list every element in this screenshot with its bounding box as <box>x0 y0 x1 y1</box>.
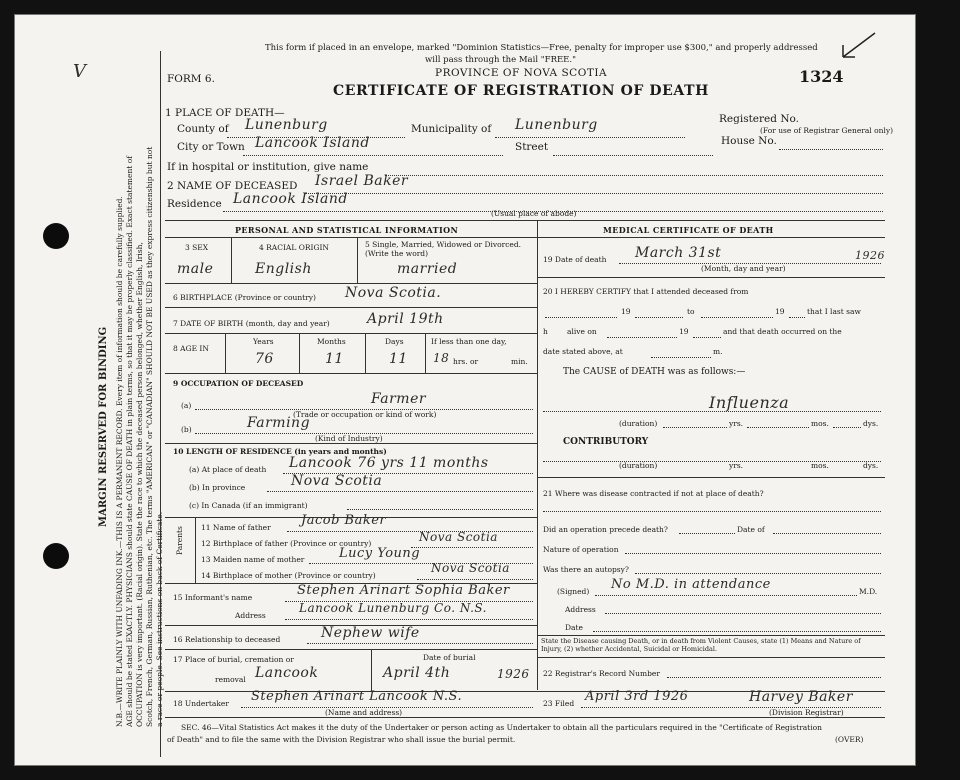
death-certificate <box>14 14 916 766</box>
relationship-label: 16 Relationship to deceased <box>173 635 281 644</box>
hours-value: 18 <box>433 351 450 365</box>
date-of-death-note: (Month, day and year) <box>701 264 786 273</box>
certify-date-stated: date stated above, at <box>543 347 623 356</box>
contrib-mos-label: mos. <box>811 461 829 470</box>
years-label: Years <box>253 337 274 346</box>
division-registrar-note: (Division Registrar) <box>769 708 844 717</box>
margin-heading: MARGIN RESERVED FOR BINDING <box>98 326 109 527</box>
binding-hole-bottom <box>43 543 69 569</box>
father-birthplace-value: Nova Scotia <box>419 530 498 544</box>
date-of-death-value: March 31st <box>635 245 722 261</box>
envelope-note: This form if placed in an envelope, marked "Dominion Statistics—Free, penalty for improper use $300," and properly addressed <box>265 43 818 53</box>
certify-19-b: 19 <box>775 307 785 316</box>
county-label: County of <box>177 123 229 135</box>
filed-label: 23 Filed <box>543 699 575 708</box>
operation-label: Did an operation precede death? <box>543 525 668 534</box>
occupation-b-note: (Kind of Industry) <box>315 434 383 443</box>
certify-line-1: 20 I HEREBY CERTIFY that I attended deceased from <box>543 287 749 296</box>
medical-address-label: Address <box>565 605 596 614</box>
arrow-mark-icon <box>837 29 877 63</box>
occupation-a-value: Farmer <box>371 391 427 407</box>
certify-last-saw: that I last saw <box>807 307 861 316</box>
less-than-day-label: If less than one day, <box>431 337 507 346</box>
certificate-title: CERTIFICATE OF REGISTRATION OF DEATH <box>333 83 709 99</box>
sex-value: male <box>177 261 214 277</box>
informant-address-label: Address <box>235 611 266 620</box>
contributory-label: CONTRIBUTORY <box>563 437 649 447</box>
burial-place-value: Lancook <box>255 665 319 681</box>
months-value: 11 <box>325 351 344 367</box>
mother-birthplace-value: Nova Scotia <box>431 561 510 575</box>
cause-of-death-label: The CAUSE of DEATH was as follows:— <box>563 367 746 377</box>
residence-a-value: Lancook 76 yrs 11 months <box>289 455 489 471</box>
operation-date-label: Date of <box>737 525 765 534</box>
medical-heading: MEDICAL CERTIFICATE OF DEATH <box>603 225 774 235</box>
contrib-yrs-label: yrs. <box>729 461 744 470</box>
informant-name-value: Stephen Arinart Sophia Baker <box>297 583 510 598</box>
months-label: Months <box>317 337 346 346</box>
contrib-duration-label: (duration) <box>619 461 658 470</box>
over-note: (OVER) <box>835 735 864 744</box>
marital-label: 5 Single, Married, Widowed or Divorced. (Write the word) <box>365 240 522 258</box>
mother-name-label: 13 Maiden name of mother <box>201 555 305 564</box>
mother-birthplace-label: 14 Birthplace of mother (Province or country) <box>201 571 376 580</box>
mother-name-value: Lucy Young <box>339 546 421 561</box>
nature-operation-label: Nature of operation <box>543 545 619 554</box>
city-value: Lancook Island <box>255 135 370 151</box>
city-label: City or Town <box>177 141 245 153</box>
certify-19-c: 19 <box>679 327 689 336</box>
name-of-deceased-label: 2 NAME OF DECEASED <box>167 180 298 192</box>
removal-label: removal <box>215 675 246 684</box>
racial-origin-value: English <box>255 261 312 277</box>
residence-c-label: (c) In Canada (if an immigrant) <box>189 501 308 510</box>
date-of-death-year: 1926 <box>855 249 885 262</box>
form-number: FORM 6. <box>167 73 215 85</box>
occupation-b-value: Farming <box>247 415 311 431</box>
residence-label: Residence <box>167 198 222 210</box>
certify-h: h <box>543 327 548 336</box>
dob-value: April 19th <box>367 311 444 327</box>
burial-place-label: 17 Place of burial, cremation or <box>173 655 294 664</box>
father-birthplace-label: 12 Birthplace of father (Province or country) <box>201 539 372 548</box>
registrar-record-label: 22 Registrar's Record Number <box>543 669 660 678</box>
cause-duration-label: (duration) <box>619 419 658 428</box>
occupation-b-label: (b) <box>181 425 192 434</box>
signed-label: (Signed) <box>557 587 590 596</box>
age-label: 8 AGE IN <box>173 344 209 353</box>
certify-to: to <box>687 307 695 316</box>
occupation-a-label: (a) <box>181 401 192 410</box>
residence-value: Lancook Island <box>233 191 348 207</box>
house-no-label: House No. <box>721 135 777 147</box>
parents-label: Parents <box>175 526 184 555</box>
md-label: M.D. <box>859 587 878 596</box>
residence-a-label: (a) At place of death <box>189 465 267 474</box>
personal-info-heading: PERSONAL AND STATISTICAL INFORMATION <box>235 225 459 235</box>
cause-mos-label: mos. <box>811 419 829 428</box>
province-heading: PROVINCE OF NOVA SCOTIA <box>435 67 608 79</box>
occupation-a-note: (Trade or occupation or kind of work) <box>293 410 437 419</box>
margin-rule <box>160 51 161 757</box>
sec46-note-line2: of Death" and to file the same with the Division Registrar who shall issue the burial permit. <box>167 735 516 744</box>
burial-year-value: 1926 <box>497 667 530 681</box>
father-name-label: 11 Name of father <box>201 523 271 532</box>
corner-check-mark: V <box>73 61 87 82</box>
residence-b-label: (b) In province <box>189 483 246 492</box>
certify-death-occurred: and that death occurred on the <box>723 327 842 336</box>
mail-note: will pass through the Mail "FREE." <box>425 55 576 65</box>
certify-19-a: 19 <box>621 307 631 316</box>
county-value: Lunenburg <box>245 117 328 133</box>
occupation-label: 9 OCCUPATION OF DECEASED <box>173 379 304 388</box>
burial-date-label: Date of burial <box>423 653 476 662</box>
undertaker-note: (Name and address) <box>325 708 403 717</box>
burial-date-value: April 4th <box>383 665 451 681</box>
margin-instructions: N.B.—WRITE PLAINLY WITH UNFADING INK.—THIS IS A PERMANENT RECORD. Every item of information should be carefully supplied. AGE should be stated EXACTLY. PHYSICIANS should state CAUSE OF DEATH in plain terms, so that it may be properly classified. Exact statement of OCCUPATION is very important. (Racial origin). State the race to which the deceased person belonged, whether English, Irish, Scotch, French, German, Russian, Ruthenian, etc. The terms "AMERICAN" or "CANADIAN" SHOULD NOT BE USED as they express citizenship but not a race or people. See instructions on back of Certificate. <box>115 146 164 727</box>
municipality-value: Lunenburg <box>515 117 598 133</box>
registered-no-label: Registered No. <box>719 113 799 125</box>
informant-address-value: Lancook Lunenburg Co. N.S. <box>299 601 487 615</box>
father-name-value: Jacob Baker <box>301 513 387 528</box>
name-of-deceased-value: Israel Baker <box>315 173 409 189</box>
racial-origin-label: 4 RACIAL ORIGIN <box>259 243 329 252</box>
min-label: min. <box>511 357 528 366</box>
cause-dys-label: dys. <box>863 419 879 428</box>
signed-value: No M.D. in attendance <box>611 577 771 592</box>
municipality-label: Municipality of <box>411 123 492 135</box>
certificate-number: 1324 <box>799 67 844 86</box>
date-of-death-label: 19 Date of death <box>543 255 607 264</box>
length-residence-label: 10 LENGTH OF RESIDENCE (in years and months) <box>173 447 387 456</box>
registrar-signature: Harvey Baker <box>749 689 853 705</box>
birthplace-value: Nova Scotia. <box>345 285 442 301</box>
registrar-general-note: (For use of Registrar General only) <box>760 126 894 135</box>
medical-date-label: Date <box>565 623 583 632</box>
years-value: 76 <box>255 351 274 367</box>
cause-of-death-value: Influenza <box>709 393 790 412</box>
autopsy-label: Was there an autopsy? <box>543 565 629 574</box>
dob-label: 7 DATE OF BIRTH (month, day and year) <box>173 319 330 328</box>
street-label: Street <box>515 141 549 153</box>
contrib-dys-label: dys. <box>863 461 879 470</box>
marital-value: married <box>397 261 458 277</box>
certify-alive-on: alive on <box>567 327 597 336</box>
undertaker-label: 18 Undertaker <box>173 699 229 708</box>
filed-value: April 3rd 1926 <box>585 689 689 704</box>
relationship-value: Nephew wife <box>321 625 420 641</box>
birthplace-label: 6 BIRTHPLACE (Province or country) <box>173 293 316 302</box>
place-of-death-heading: 1 PLACE OF DEATH— <box>165 107 285 119</box>
hospital-label: If in hospital or institution, give name <box>167 161 369 173</box>
residence-b-value: Nova Scotia <box>291 473 383 489</box>
cause-yrs-label: yrs. <box>729 419 744 428</box>
informant-name-label: 15 Informant's name <box>173 593 253 602</box>
certify-m: m. <box>713 347 723 356</box>
sex-label: 3 SEX <box>185 243 209 252</box>
sec46-note-line1: SEC. 46—Vital Statistics Act makes it the duty of the Undertaker or person acting as Undertaker to obtain all the particulars required in the "Certificate of Registration <box>181 723 822 732</box>
undertaker-value: Stephen Arinart Lancook N.S. <box>251 689 463 704</box>
days-value: 11 <box>389 351 408 367</box>
binding-hole-top <box>43 223 69 249</box>
state-disease-note: State the Disease causing Death, or in death from Violent Causes, state (1) Means and Nature of Injury, (2) whether Accidental, Suicidal or Homicidal. <box>541 637 861 653</box>
contracted-label: 21 Where was disease contracted if not at place of death? <box>543 489 764 498</box>
hrs-label: hrs. or <box>453 357 479 366</box>
days-label: Days <box>385 337 404 346</box>
usual-abode-note: (Usual place of abode) <box>491 209 577 218</box>
